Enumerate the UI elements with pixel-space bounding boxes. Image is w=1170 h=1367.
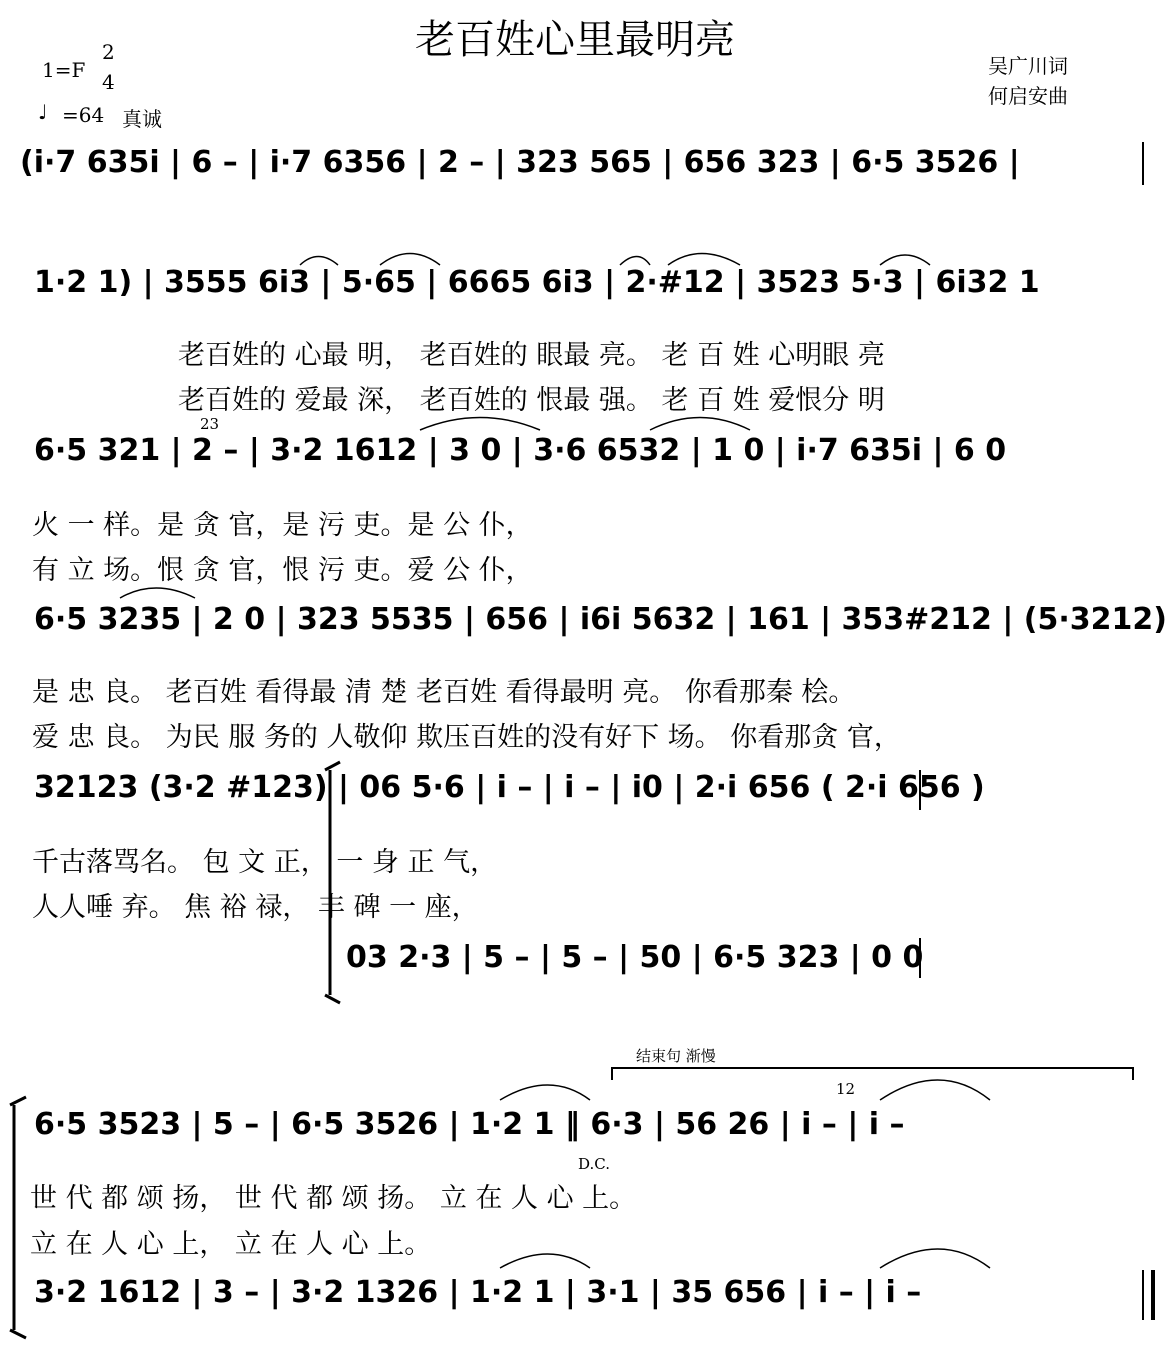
quarter-note-icon: ♩ [38, 100, 48, 124]
grace-note-23: 23 [200, 415, 220, 433]
time-signature-top: 2 [102, 40, 115, 64]
lyric-line-2-verse-2: 老百姓的 爱最 深， 老百姓的 恨最 强。 老 百 姓 爱恨分 明 [178, 385, 885, 416]
lyric-line-2-verse-1: 老百姓的 心最 明， 老百姓的 眼最 亮。 老 百 姓 心明眼 亮 [178, 340, 885, 371]
score-line-5-notes: 32123 (3·2 #123) | 06 5·6 | i – | i – | i0 | 2·i 656 ( 2·i 656 ) [34, 770, 985, 805]
lyric-line-5-verse-2: 人人唾 弃。 焦 裕 禄， 丰 碑 一 座， [32, 892, 479, 923]
lyric-line-7-verse-2: 立 在 人 心 上， 立 在 人 心 上。 [30, 1229, 432, 1260]
score-line-4-notes: 6·5 3235 | 2 0 | 323 5535 | 656 | i6i 5632 | 161 | 353#212 | (5·3212) [34, 602, 1167, 637]
da-capo-marking: D.C. [578, 1155, 610, 1173]
time-signature-bottom: 4 [102, 70, 115, 94]
score-line-3-notes: 6·5 321 | 2 – | 3·2 1612 | 3 0 | 3·6 6532 | 1 0 | i·7 635i | 6 0 [34, 433, 1007, 468]
lyric-line-3-verse-2: 有 立 场。恨 贪 官，恨 污 吏。爱 公 仆， [32, 555, 533, 586]
score-line-2-notes: 1·2 1) | 3555 6i3 | 5·65 | 6665 6i3 | 2·#12 | 3523 5·3 | 6i32 1 [34, 265, 1040, 300]
composer-credit: 何启安曲 [988, 84, 1068, 108]
expression-marking: 真诚 [122, 107, 162, 131]
song-title: 老百姓心里最明亮 [415, 17, 735, 63]
key-signature: 1=F [42, 58, 86, 82]
lyric-line-3-verse-1: 火 一 样。是 贪 官，是 污 吏。是 公 仆， [32, 510, 533, 541]
tempo-marking: =64 [62, 103, 105, 127]
lyricist-credit: 吴广川词 [988, 54, 1068, 78]
score-line-6-notes: 03 2·3 | 5 – | 5 – | 50 | 6·5 323 | 0 0 [346, 940, 924, 975]
lyric-line-4-verse-1: 是 忠 良。 老百姓 看得最 清 楚 老百姓 看得最明 亮。 你看那秦 桧。 [32, 677, 856, 708]
lyric-line-4-verse-2: 爱 忠 良。 为民 服 务的 人敬仰 欺压百姓的没有好下 场。 你看那贪 官， [32, 722, 901, 753]
score-line-7-notes: 6·5 3523 | 5 – | 6·5 3526 | 1·2 1 ‖ 6·3 | 56 26 | i – | i – [34, 1107, 905, 1142]
score-line-1-notes: (i·7 635i | 6 – | i·7 6356 | 2 – | 323 565 | 656 323 | 6·5 3526 | [20, 145, 1020, 180]
lyric-line-7-verse-1: 世 代 都 颂 扬， 世 代 都 颂 扬。 立 在 人 心 上。 [30, 1183, 637, 1214]
ending-label: 结束句 渐慢 [636, 1047, 716, 1065]
grace-note-12: 12 [836, 1080, 856, 1098]
score-line-8-notes: 3·2 1612 | 3 – | 3·2 1326 | 1·2 1 | 3·1 | 35 656 | i – | i – [34, 1275, 922, 1310]
lyric-line-5-verse-1: 千古落骂名。 包 文 正， 一 身 正 气， [32, 847, 498, 878]
